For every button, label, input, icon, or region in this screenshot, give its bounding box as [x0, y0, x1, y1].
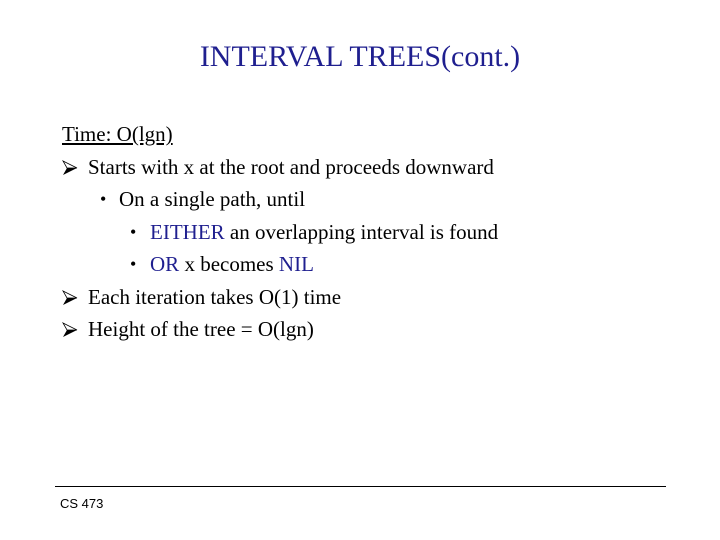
bullet-item — [62, 313, 498, 346]
round-bullet-icon: • — [100, 189, 107, 209]
bullet-text: Starts with x at the root and proceeds downward — [88, 154, 494, 179]
arrowhead-bullet-icon — [62, 160, 78, 176]
slide-body — [62, 118, 498, 346]
sub-sub-bullet-text: x becomes — [179, 252, 279, 276]
sub-bullet-text: On a single path, until — [119, 187, 306, 211]
or-keyword: OR — [150, 252, 180, 276]
nil-keyword: NIL — [278, 252, 314, 276]
footer-course-label: CS 473 — [60, 496, 104, 511]
round-bullet-icon: • — [130, 221, 137, 242]
arrowhead-bullet-icon — [62, 290, 78, 306]
sub-bullet-item — [62, 183, 498, 216]
sub-sub-bullet-text: an overlapping interval is found — [224, 219, 499, 244]
bullet-item — [62, 281, 498, 314]
round-bullet-icon: • — [130, 254, 137, 274]
sub-sub-bullet-item — [62, 216, 498, 249]
time-heading: Time: O(lgn) — [62, 122, 173, 146]
footer-divider — [55, 486, 666, 487]
arrowhead-bullet-icon — [62, 322, 78, 338]
bullet-text: Each iteration takes O(1) time — [88, 284, 342, 309]
slide-title: INTERVAL TREES(cont.) — [199, 40, 521, 73]
bullet-item — [62, 151, 498, 184]
sub-sub-bullet-item — [62, 248, 498, 281]
bullet-text: Height of the tree = O(lgn) — [88, 317, 314, 341]
either-keyword: EITHER — [150, 219, 225, 244]
heading-line — [62, 118, 498, 151]
